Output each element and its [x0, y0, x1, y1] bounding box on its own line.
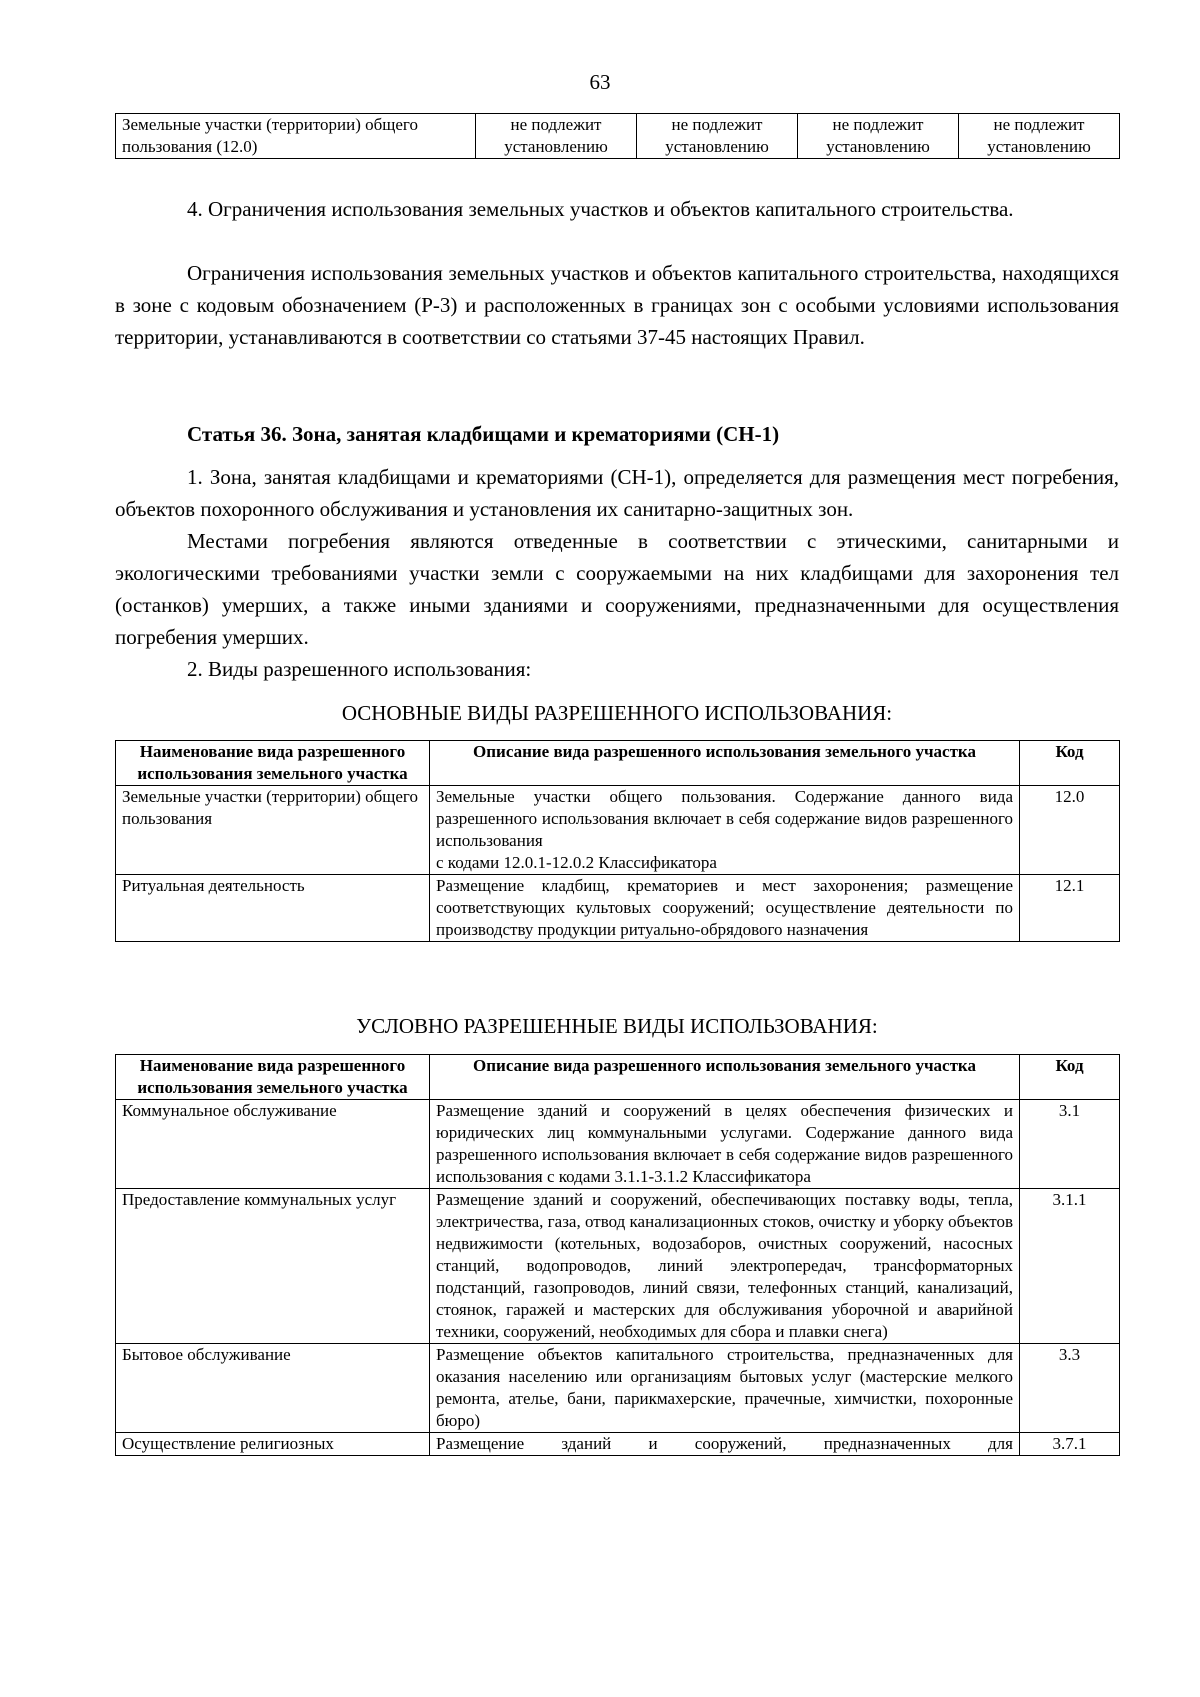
table-row — [116, 1344, 1120, 1433]
use-description: Размещение зданий и сооружений, предназначенных для — [430, 1433, 1020, 1456]
section-4-title: 4. Ограничения использования земельных участков и объектов капитального строительства. — [187, 197, 1014, 221]
use-description: Размещение объектов капитального строительства, предназначенных для оказания населению или организациям бытовых услуг (мастерские мелкого ремонта, ателье, бани, парикмахерские, прачечные, химчистки, похоронные бюро) — [430, 1344, 1020, 1433]
use-description-tail: с кодами 12.0.1-12.0.2 Классификатора — [436, 853, 717, 872]
use-description: Размещение зданий и сооружений, обеспечивающих поставку воды, тепла, электричества, газа, отвод канализационных стоков, очистку и уборку объектов недвижимости (котельных, водозаборов, очистных сооружений, насосных станций, водопроводов, линий электропередач, трансформаторных подстанций, газопроводов, линий связи, телефонных станций, канализаций, стоянок, гаражей и мастерских для обслуживания уборочной и аварийной техники, сооружений, необходимых для сбора и плавки снега) — [430, 1189, 1020, 1344]
article-36-paragraph-2: Местами погребения являются отведенные в соответствии с этическими, санитарными и экологическими требованиями участки земли с сооружаемыми на них кладбищами для захоронения тел (останков) умерших, а также иными зданиями и сооружениями, предназначенными для осуществления погребения умерших. — [115, 529, 1119, 649]
table-row — [116, 875, 1120, 942]
use-name: Бытовое обслуживание — [116, 1344, 430, 1433]
table-header-row — [116, 1055, 1120, 1100]
article-36-title: Статья 36. Зона, занятая кладбищами и крематориями (СН-1) — [187, 422, 780, 446]
main-uses-table — [115, 740, 1120, 942]
article-36-paragraph-1: 1. Зона, занятая кладбищами и крематориями (СН-1), определяется для размещения мест погребения, объектов похоронного обслуживания и установления их санитарно-защитных зон. — [115, 465, 1119, 521]
table-header-row — [116, 741, 1120, 786]
conditional-uses-table — [115, 1054, 1120, 1456]
table-cell: не подлежит установлению — [476, 114, 637, 159]
table-row — [116, 1189, 1120, 1344]
table-cell: не подлежит установлению — [637, 114, 798, 159]
table-cell: не подлежит установлению — [959, 114, 1120, 159]
use-name: Осуществление религиозных — [116, 1433, 430, 1456]
use-name: Земельные участки (территории) общего пользования — [116, 786, 430, 875]
column-header: Код — [1020, 741, 1120, 786]
use-name: Ритуальная деятельность — [116, 875, 430, 942]
table-cell: Земельные участки (территории) общего пользования (12.0) — [116, 114, 476, 159]
use-description — [430, 786, 1020, 875]
column-header: Описание вида разрешенного использования земельного участка — [430, 741, 1020, 786]
conditional-uses-heading: УСЛОВНО РАЗРЕШЕННЫЕ ВИДЫ ИСПОЛЬЗОВАНИЯ: — [356, 1014, 878, 1038]
use-code: 3.1 — [1020, 1100, 1120, 1189]
use-code: 3.1.1 — [1020, 1189, 1120, 1344]
table-row — [116, 1100, 1120, 1189]
use-name: Предоставление коммунальных услуг — [116, 1189, 430, 1344]
column-header: Описание вида разрешенного использования земельного участка — [430, 1055, 1020, 1100]
use-description-main: Земельные участки общего пользования. Содержание данного вида разрешенного использования включает в себя содержание видов разрешенного использования — [436, 787, 1013, 850]
column-header: Наименование вида разрешенного использования земельного участка — [116, 741, 430, 786]
table-cell: не подлежит установлению — [798, 114, 959, 159]
table-row — [116, 1433, 1120, 1456]
column-header: Наименование вида разрешенного использования земельного участка — [116, 1055, 430, 1100]
use-description: Размещение кладбищ, крематориев и мест захоронения; размещение соответствующих культовых сооружений; осуществление деятельности по производству продукции ритуально-обрядового назначения — [430, 875, 1020, 942]
article-36-paragraph-3: 2. Виды разрешенного использования: — [187, 657, 532, 681]
top-parameters-table — [115, 113, 1120, 159]
use-name: Коммунальное обслуживание — [116, 1100, 430, 1189]
section-4-paragraph: Ограничения использования земельных участков и объектов капитального строительства, находящихся в зоне с кодовым обозначением (Р-3) и расположенных в границах зон с особыми условиями использования территории, устанавливаются в соответствии со статьями 37-45 настоящих Правил. — [115, 261, 1119, 349]
use-description: Размещение зданий и сооружений в целях обеспечения физических и юридических лиц коммунальными услугами. Содержание данного вида разрешенного использования включает в себя содержание видов разрешенного использования с кодами 3.1.1-3.1.2 Классификатора — [430, 1100, 1020, 1189]
main-uses-heading: ОСНОВНЫЕ ВИДЫ РАЗРЕШЕННОГО ИСПОЛЬЗОВАНИЯ: — [341, 701, 893, 725]
table-row — [116, 786, 1120, 875]
use-code: 3.3 — [1020, 1344, 1120, 1433]
column-header: Код — [1020, 1055, 1120, 1100]
table-row — [116, 114, 1120, 159]
page-number: 63 — [589, 70, 611, 94]
use-code: 12.1 — [1020, 875, 1120, 942]
use-code: 3.7.1 — [1020, 1433, 1120, 1456]
use-code: 12.0 — [1020, 786, 1120, 875]
